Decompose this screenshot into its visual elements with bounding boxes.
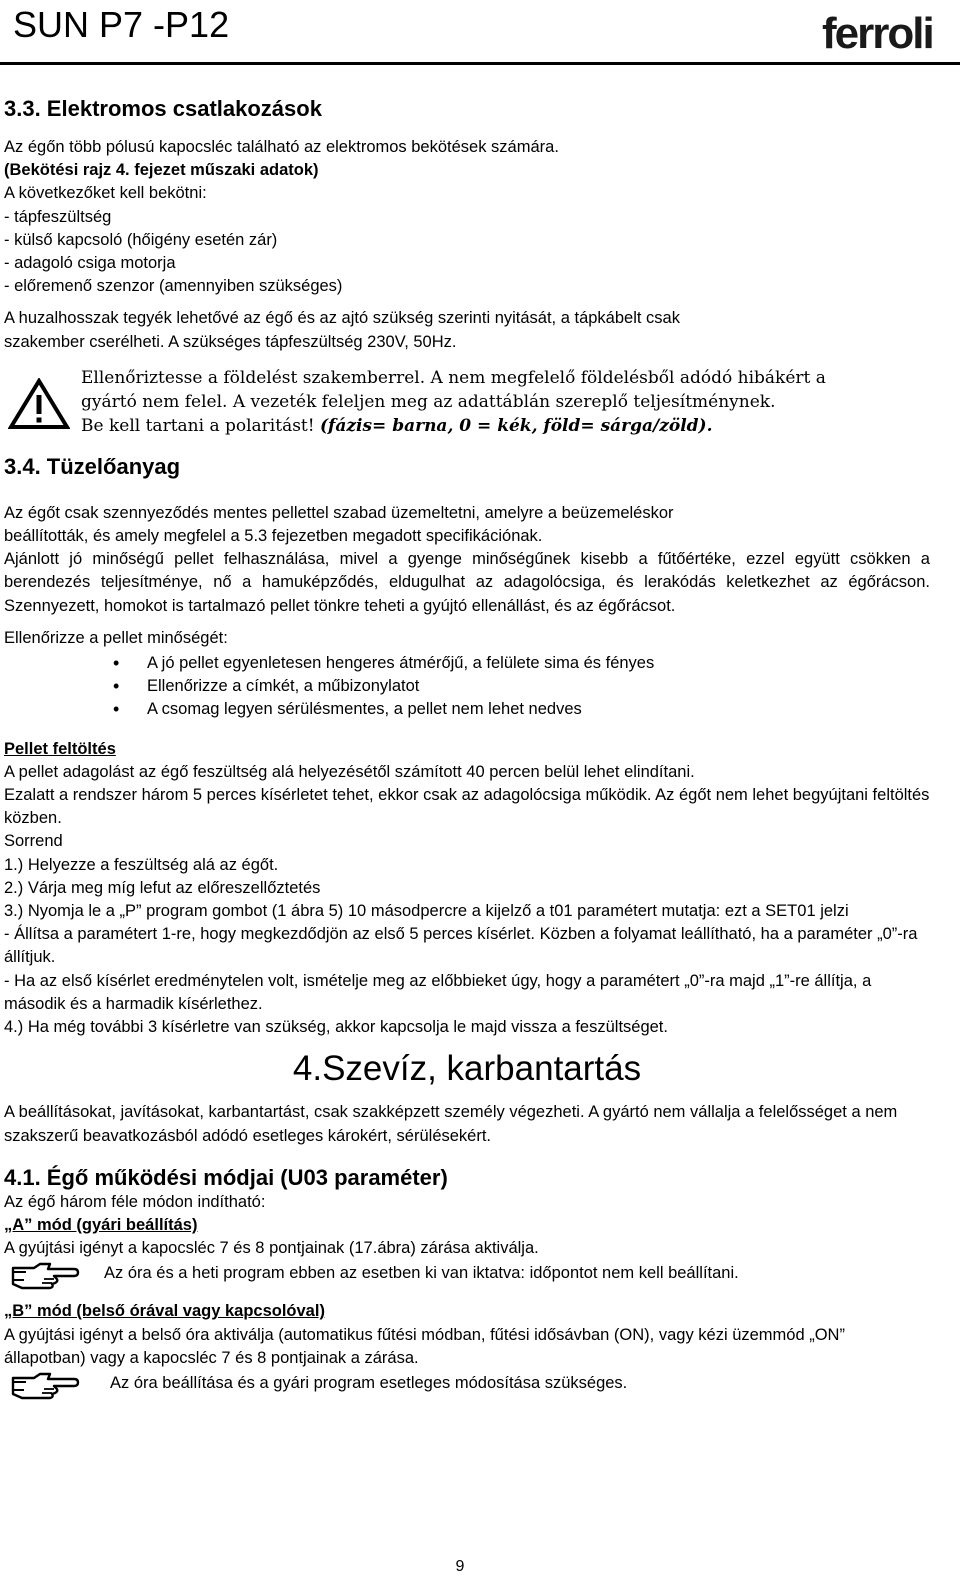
para-connect-intro: A következőket kell bekötni: [4, 184, 207, 203]
logo-text: ferroli [822, 9, 933, 56]
para-terminal: Az égőn több pólusú kapocsléc található az elektromos bekötések számára. [4, 138, 559, 156]
para-fuel-2: beállították, és amely megfelel a 5.3 fejezetben megadott specifikációnak. [4, 527, 543, 546]
connect-item: - adagoló csiga motorja [4, 254, 176, 273]
ferroli-logo [820, 6, 938, 56]
list-item: • Ellenőrizze a címkét, a műbizonylatot [4, 675, 930, 698]
para-wire-length-2: szakember cserélheti. A szükséges tápfeszültség 230V, 50Hz. [4, 332, 457, 351]
fill-line: Ezalatt a rendszer három 5 perces kísérletet tehet, ekkor csak az adagolócsiga működik. Az égőt nem lehet begyújtani feltöltés közben. [4, 786, 930, 828]
fill-line: - Ha az első kísérlet eredménytelen volt, ismételje meg az előbbieket úgy, hogy a paramétert „0”-ra majd „1”-re állítja, a második és a harmadik kísérlethez. [4, 971, 872, 1013]
warning-triangle-icon [8, 378, 70, 430]
warning-line: gyártó nem felel. A vezeték feleljen meg az adattáblán szereplő teljesítménynek. [81, 391, 776, 412]
warning-line [81, 414, 941, 438]
connect-item: - külső kapcsoló (hőigény esetén zár) [4, 230, 278, 249]
warning-line: Ellenőriztesse a földelést szakemberrel. A nem megfelelő földelésből adódó hibákért a [81, 367, 826, 388]
fill-line: - Állítsa a paramétert 1-re, hogy megkezdődjön az első 5 perces kísérlet. Közben a folyamat leállítható, ha a paraméter „0”-ra állítjuk. [4, 925, 918, 967]
document-title: SUN P7 -P12 [13, 4, 230, 45]
section-3-3-heading: 3.3. Elektromos csatlakozások [4, 96, 322, 121]
check-intro: Ellenőrizze a pellet minőségét: [4, 628, 228, 647]
modes-intro: Az égő három féle módon indítható: [4, 1192, 266, 1211]
page-number: 9 [455, 1558, 465, 1575]
para-wire-length: A huzalhosszak tegyék lehetővé az égő és az ajtó szükség szerinti nyitását, a tápkábelt csak [4, 309, 680, 328]
pellet-fill-heading: Pellet feltöltés [4, 739, 116, 758]
para-pellet-quality: Ajánlott jó minőségű pellet felhasználása, mivel a gyenge minőségűnek kisebb a fűtőértéke, ezzel együtt csökken a berendezés teljesítménye, nő a hamuképződés, eldugulhat az adagolócsiga, és lerakódás keletkezhet az égőrácson. Szennyezett, homokot is tartalmazó pellet tönkre teheti a gyújtó ellenállást, és az égőrácsot. [4, 550, 930, 615]
section-3-4-heading: 3.4. Tüzelőanyag [4, 453, 181, 479]
pellet-checklist [4, 652, 930, 722]
mode-a-title: „A” mód (gyári beállítás) [4, 1215, 198, 1234]
list-item: • A csomag legyen sérülésmentes, a pellet nem lehet nedves [4, 698, 930, 721]
pointing-hand-icon [10, 1260, 80, 1290]
fill-line: 4.) Ha még további 3 kísérletre van szükség, akkor kapcsolja le majd vissza a feszültséget. [4, 1018, 668, 1037]
fill-line: Sorrend [4, 832, 63, 851]
para-wiring-ref: (Bekötési rajz 4. fejezet műszaki adatok) [4, 161, 319, 180]
fill-line: 1.) Helyezze a feszültség alá az égőt. [4, 855, 279, 874]
pointing-hand-icon [10, 1370, 80, 1400]
fill-line: 3.) Nyomja le a „P” program gombot (1 ábra 5) 10 másodpercre a kijelző a t01 paramétert mutatja: ezt a SET01 jelzi [4, 902, 849, 921]
para-service: A beállításokat, javításokat, karbantartást, csak szakképzett személy végezheti. A gyártó nem vállalja a felelősséget a nem szakszerű beavatkozásból adódó esetleges károkért, sérülésekért. [4, 1103, 898, 1145]
section-4-heading: 4.Szevíz, karbantartás [292, 1049, 642, 1089]
fill-line: A pellet adagolást az égő feszültség alá helyezésétől számított 40 percen belül lehet elindítani. [4, 762, 695, 781]
mode-b-text: A gyújtási igényt a belső óra aktiválja (automatikus fűtési módban, fűtési idősávban (ON), vagy kézi üzemmód „ON” állapotban) vagy a kapocsléc 7 és 8 pontjainak a zárása. [4, 1325, 845, 1367]
warning-text [81, 366, 941, 438]
mode-b-title: „B” mód (belső órával vagy kapcsolóval) [4, 1302, 325, 1321]
mode-b-note [4, 1370, 930, 1398]
section-4-1-heading: 4.1. Égő működési módjai (U03 paraméter) [4, 1164, 448, 1190]
grounding-warning [8, 366, 930, 454]
mode-a-text: A gyújtási igényt a kapocsléc 7 és 8 pontjainak (17.ábra) zárása aktiválja. [4, 1239, 539, 1258]
polarity-text: Be kell tartani a polaritást! [81, 415, 315, 436]
connect-item: - tápfeszültség [4, 207, 112, 226]
mode-a-note [4, 1260, 930, 1288]
connect-item: - előremenő szenzor (amennyiben szükséges) [4, 277, 343, 296]
fill-line: 2.) Várja meg míg lefut az előreszellőztetés [4, 878, 321, 897]
page-content [4, 96, 930, 1398]
list-item: • A jó pellet egyenletesen hengeres átmérőjű, a felülete sima és fényes [4, 652, 930, 675]
para-fuel: Az égőt csak szennyeződés mentes pellettel szabad üzemeltetni, amelyre a beüzemeléskor [4, 503, 674, 522]
mode-a-note-text: Az óra és a heti program ebben az esetben ki van iktatva: időpontot nem kell beállítani. [104, 1264, 739, 1283]
polarity-colors: (fázis= barna, 0 = kék, föld= sárga/zöld). [320, 415, 713, 436]
mode-b-note-text: Az óra beállítása és a gyári program esetleges módosítása szükséges. [110, 1373, 628, 1392]
header-divider [0, 62, 960, 65]
